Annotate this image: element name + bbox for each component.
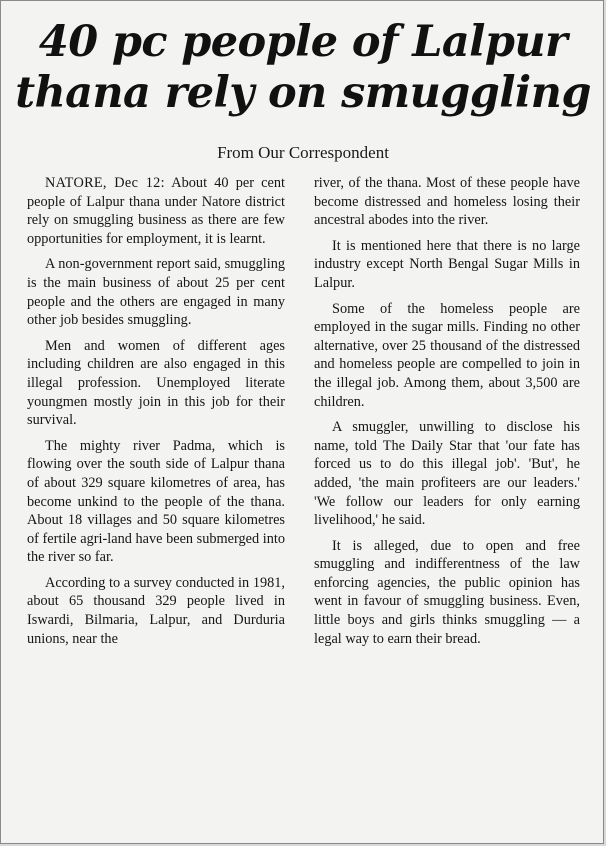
article-paragraph: Men and women of different ages including children are also engaged in this illegal profession. Unemployed literate youngmen mostly join in this job for their survival. <box>27 337 285 429</box>
article-paragraph: According to a survey conducted in 1981, about 65 thousand 329 people lived in Iswardi, Bilmaria, Lalpur, and Durduria unions, near the <box>27 574 285 647</box>
dateline: NATORE, Dec 12: <box>45 175 165 191</box>
headline <box>1 17 605 119</box>
article-paragraph: It is alleged, due to open and free smuggling and indifferentness of the law enforcing agencies, the public opinion has went in favour of smuggling business. Even, little boys and girls thinks smuggling — a legal way to earn their bread. <box>314 537 580 647</box>
byline: From Our Correspondent <box>217 143 389 162</box>
headline-line-2: thana rely on smuggling <box>15 68 591 118</box>
article-paragraph: A smuggler, unwilling to disclose his name, told The Daily Star that 'our fate has forced us to do this illegal job'. 'But', he added, 'the main profiteers are our leaders.' 'We follow our leaders for only earning livelihood,' he said. <box>314 419 580 529</box>
paragraph-text: About 40 per cent people of Lalpur thana under Natore district rely on smuggling business as there are few opportunities for employment, it is learnt. <box>27 175 285 247</box>
article-column-left <box>27 174 285 655</box>
article-paragraph: It is mentioned here that there is no large industry except North Bengal Sugar Mills in Lalpur. <box>314 237 580 291</box>
article-paragraph <box>27 174 285 248</box>
article-paragraph: river, of the thana. Most of these people have become distressed and homeless losing their ancestral abodes into the river. <box>314 175 580 229</box>
article-paragraph: Some of the homeless people are employed in the sugar mills. Finding no other alternative, over 25 thousand of the distressed and homeless people are compelled to join in the illegal job. Among them, about 3,500 are children. <box>314 300 580 410</box>
article-column-right <box>314 174 580 655</box>
headline-line-1: 40 pc people of Lalpur <box>38 17 568 67</box>
article-paragraph: The mighty river Padma, which is flowing over the south side of Lalpur thana of about 329 square kilometres of area, has become unkind to the people of the thana. About 18 villages and 50 square kilometres of fertile agri-land have been submerged into the river so far. <box>27 437 285 566</box>
article-paragraph: A non-government report said, smuggling is the main business of about 25 per cent people and the others are engaged in many other job besides smuggling. <box>27 256 285 329</box>
